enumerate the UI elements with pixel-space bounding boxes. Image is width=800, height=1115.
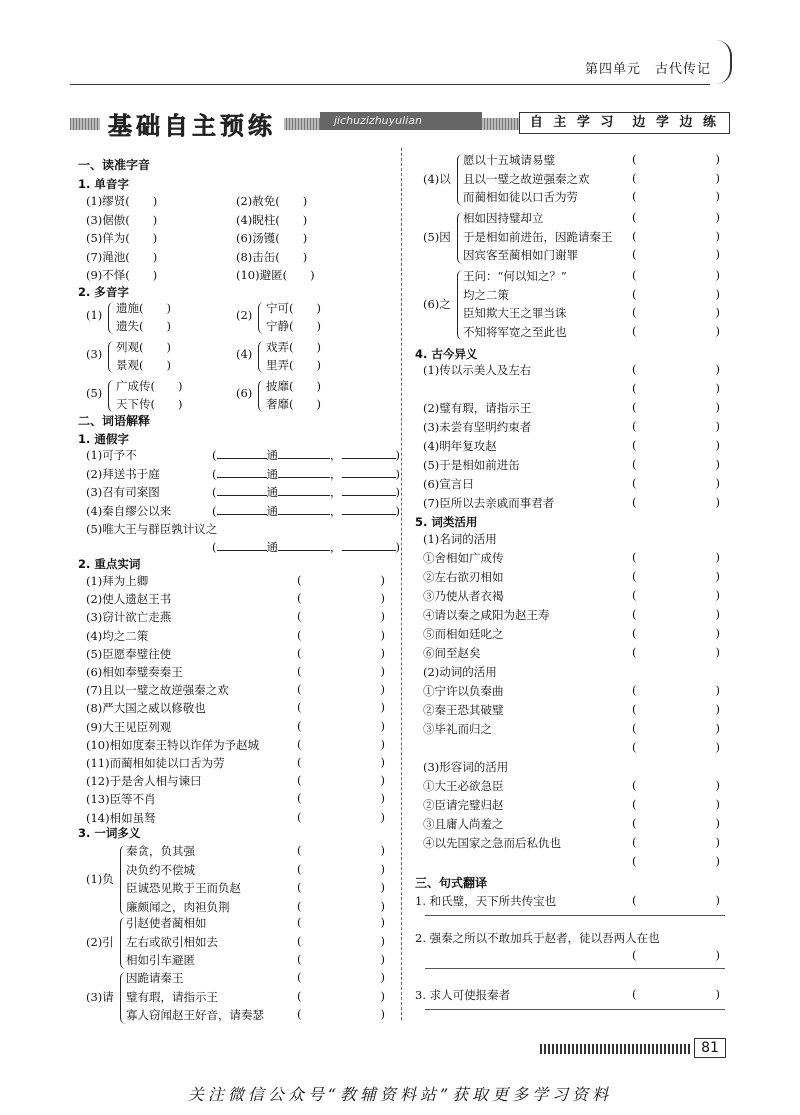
polysemy-label: (6)之 <box>423 296 451 311</box>
section-heading: 三、句式翻译 <box>415 876 488 890</box>
phrase-item: 寡人窃闻赵王好音，请奏瑟 <box>126 1008 264 1022</box>
tongjia-answer[interactable]: ( 通 ， ) <box>212 448 400 462</box>
phrase-item: ①舍相如广成传 <box>423 551 504 565</box>
phrase-item: (8)严大国之威以修敬也 <box>86 701 206 716</box>
section-heading: 一、读准字音 <box>78 158 151 172</box>
subsection-heading: 2. 多音字 <box>78 285 129 299</box>
phrase-item: ③毕礼而归之 <box>423 722 492 736</box>
polysemy-label: (3)请 <box>86 989 114 1004</box>
vocab-item: 遗失( ) <box>116 319 171 333</box>
phrase-item: (7)臣所以去亲戚而事君者 <box>423 496 555 510</box>
sentence-item: 1. 和氏璧，天下所共传宝也 <box>415 894 557 908</box>
footer-decoration <box>540 1044 690 1054</box>
header-rule <box>70 84 710 85</box>
phrase-item: 王问：“何以知之？” <box>463 269 567 283</box>
brace <box>108 302 114 334</box>
vocab-item: (5)佯为( ) <box>86 231 158 245</box>
phrase-item: 因跪请秦王 <box>126 971 184 985</box>
subsection-heading: 1. 通假字 <box>78 432 129 446</box>
phrase-item: (5)于是相如前进缶 <box>423 458 520 472</box>
item-number: (3) <box>86 347 103 361</box>
phrase-item: (7)且以一璧之故逆强秦之欢 <box>86 683 229 698</box>
subsection-heading: 3. 一词多义 <box>78 826 141 840</box>
phrase-item: ③乃使从者衣褐 <box>423 589 504 603</box>
phrase-item: (10)相如度秦王特以诈佯为予赵城 <box>86 737 260 752</box>
phrase-item: (2)璧有瑕，请指示王 <box>423 401 532 415</box>
tong-label: 通 <box>266 503 278 518</box>
phrase-item: (6)相如奉璧奏秦王 <box>86 665 183 679</box>
phrase-item: (9)大王见臣列观 <box>86 719 172 734</box>
banner-pinyin: jichuzizhuyulian <box>320 112 482 130</box>
phrase-item: 臣诚恐见欺于王而负赵 <box>126 881 241 895</box>
subsection-heading: 1. 单音字 <box>78 177 129 191</box>
phrase-item: 愿以十五城请易璧 <box>463 153 555 167</box>
answer-line[interactable] <box>425 1009 725 1010</box>
vocab-item: 戏弄( ) <box>266 340 321 354</box>
vocab-item: 奢靡( ) <box>266 397 321 411</box>
phrase-item: (5)唯大王与群臣孰计议之 <box>86 522 218 536</box>
phrase-item: 决负约不偿城 <box>126 862 195 877</box>
sentence-item: 3. 求人可使报秦者 <box>415 988 511 1002</box>
phrase-item: (11)而蔺相如徒以口舌为劳 <box>86 756 225 770</box>
phrase-item: 璧有瑕，请指示王 <box>126 989 218 1004</box>
phrase-item: (3)未尝有坚明约束者 <box>423 420 532 434</box>
subsection-heading: 2. 重点实词 <box>78 557 141 571</box>
phrase-item: (2)使人遗赵王书 <box>86 592 172 607</box>
polysemy-label: (2)引 <box>86 934 114 949</box>
polysemy-label: (5)因 <box>423 229 451 244</box>
polysemy-label: (4)以 <box>423 171 451 186</box>
brace <box>108 341 114 373</box>
phrase-item: 秦贪，负其强 <box>126 844 195 858</box>
phrase-item: 不知将军宽之至此也 <box>463 324 567 339</box>
page-number: 81 <box>694 1038 726 1058</box>
item-number: (6) <box>236 386 253 400</box>
phrase-item: (2)动词的活用 <box>423 665 497 679</box>
section-heading: 二、词语解释 <box>78 414 151 428</box>
banner-title: 基础自主预练 <box>100 106 284 141</box>
tong-label: 通 <box>266 540 278 554</box>
vocab-item: 披靡( ) <box>266 379 321 393</box>
phrase-item: (1)可予不 <box>86 448 137 462</box>
phrase-item: (3)窃计欲亡走燕 <box>86 610 172 625</box>
item-number: (2) <box>236 308 253 322</box>
phrase-item: ①宁许以负秦曲 <box>423 684 504 698</box>
section-banner <box>70 110 730 140</box>
vocab-item: (8)击缶( ) <box>236 249 308 264</box>
phrase-item: (13)臣等不肖 <box>86 792 156 807</box>
phrase-item: (4)秦自缪公以来 <box>86 503 172 518</box>
phrase-item: 左右或欲引相如去 <box>126 934 218 949</box>
phrase-item: (5)臣愿奉璧往使 <box>86 646 172 661</box>
vocab-item: (1)缪贤( ) <box>86 194 158 208</box>
answer-line[interactable] <box>425 968 725 969</box>
phrase-item: 臣知欺大王之罪当诛 <box>463 306 567 320</box>
sentence-item: 2. 强秦之所以不敢加兵于赵者，徒以吾两人在也 <box>415 931 660 945</box>
item-number: (4) <box>236 347 253 361</box>
phrase-item: 因宾客至蔺相如门谢罪 <box>463 248 578 262</box>
phrase-item: (14)相如虽驽 <box>86 810 156 825</box>
phrase-item: 廉颇闻之，肉袒负荆 <box>126 899 230 914</box>
brace <box>108 380 114 412</box>
phrase-item: ④以先国家之急而后私仇也 <box>423 836 561 850</box>
subsection-heading: 5. 词类活用 <box>415 515 478 529</box>
phrase-item: ⑥间至赵矣 <box>423 646 481 660</box>
vocab-item: 列观( ) <box>116 340 171 354</box>
answer-line[interactable] <box>425 915 725 916</box>
item-number: (5) <box>86 386 103 400</box>
phrase-item: 且以一璧之故逆强秦之欢 <box>463 171 590 186</box>
phrase-item: 于是相如前进缶，因跪请秦王 <box>463 229 613 244</box>
tongjia-answer[interactable]: ( 通 ， ) <box>212 466 400 481</box>
vocab-item: (10)避匿( ) <box>236 268 315 282</box>
header-decoration <box>716 40 732 84</box>
phrase-item: ③且庸人尚羞之 <box>423 817 504 831</box>
tong-label: 通 <box>266 448 278 462</box>
phrase-item: 引赵使者蔺相如 <box>126 916 207 930</box>
phrase-item: ④请以秦之咸阳为赵王寿 <box>423 608 550 622</box>
phrase-item: (1)拜为上卿 <box>86 574 149 588</box>
brace <box>258 341 264 373</box>
vocab-item: 遗施( ) <box>116 301 171 315</box>
vocab-item: (7)渑池( ) <box>86 249 158 264</box>
phrase-item: (4)均之二策 <box>86 628 149 643</box>
phrase-item: (1)传以示美人及左右 <box>423 363 532 377</box>
column-divider <box>401 148 402 1020</box>
phrase-item: (2)拜送书于庭 <box>86 466 160 481</box>
banner-subtitle: 自 主 学 习 边 学 边 练 <box>519 112 730 134</box>
brace <box>258 302 264 334</box>
vocab-item: 宁可( ) <box>266 301 321 315</box>
tongjia-answer[interactable]: ( 通 ， ) <box>212 503 400 518</box>
phrase-item: 相如引车避匿 <box>126 953 195 967</box>
tongjia-answer[interactable]: ( 通 ， ) <box>212 485 400 499</box>
phrase-item: (3)召有司案图 <box>86 485 160 499</box>
phrase-item: (3)形容词的活用 <box>423 760 509 774</box>
vocab-item: 广成传( ) <box>116 379 183 393</box>
phrase-item: 均之二策 <box>463 287 509 302</box>
vocab-item: 景观( ) <box>116 358 171 372</box>
subsection-heading: 4. 古今异义 <box>415 347 478 361</box>
phrase-item: ②左右欲刃相如 <box>423 570 504 584</box>
phrase-item: (6)宣言曰 <box>423 477 474 491</box>
phrase-item: ①大王必欲急臣 <box>423 779 504 793</box>
phrase-item: 相如因持璧却立 <box>463 211 544 225</box>
phrase-item: ②秦王恐其破璧 <box>423 703 504 717</box>
polysemy-label: (1)负 <box>86 871 114 886</box>
phrase-item: (1)名词的活用 <box>423 532 497 546</box>
running-header: 第四单元 古代传记 <box>585 62 712 77</box>
vocab-item: (9)不怿( ) <box>86 268 158 282</box>
vocab-item: (3)倨傲( ) <box>86 212 158 227</box>
tong-label: 通 <box>266 485 278 499</box>
phrase-item: ⑤而相如廷叱之 <box>423 627 504 641</box>
item-number: (1) <box>86 308 103 322</box>
vocab-item: (4)睨柱( ) <box>236 212 308 227</box>
brace <box>258 380 264 412</box>
vocab-item: 里弄( ) <box>266 358 321 372</box>
vocab-item: 宁静( ) <box>266 319 321 333</box>
vocab-item: (6)汤镬( ) <box>236 231 308 245</box>
tongjia-answer[interactable]: ( 通 ， ) <box>212 540 400 554</box>
phrase-item: 而蔺相如徒以口舌为劳 <box>463 190 578 204</box>
footer-note: 关注微信公众号“教辅资料站”获取更多学习资料 <box>187 1085 613 1104</box>
phrase-item: ②臣请完璧归赵 <box>423 798 504 812</box>
phrase-item: (4)明年复攻赵 <box>423 439 497 453</box>
phrase-item: (12)于是舍人相与谏曰 <box>86 774 202 789</box>
vocab-item: 天下传( ) <box>116 397 183 411</box>
tong-label: 通 <box>266 466 278 481</box>
vocab-item: (2)赦免( ) <box>236 194 308 208</box>
